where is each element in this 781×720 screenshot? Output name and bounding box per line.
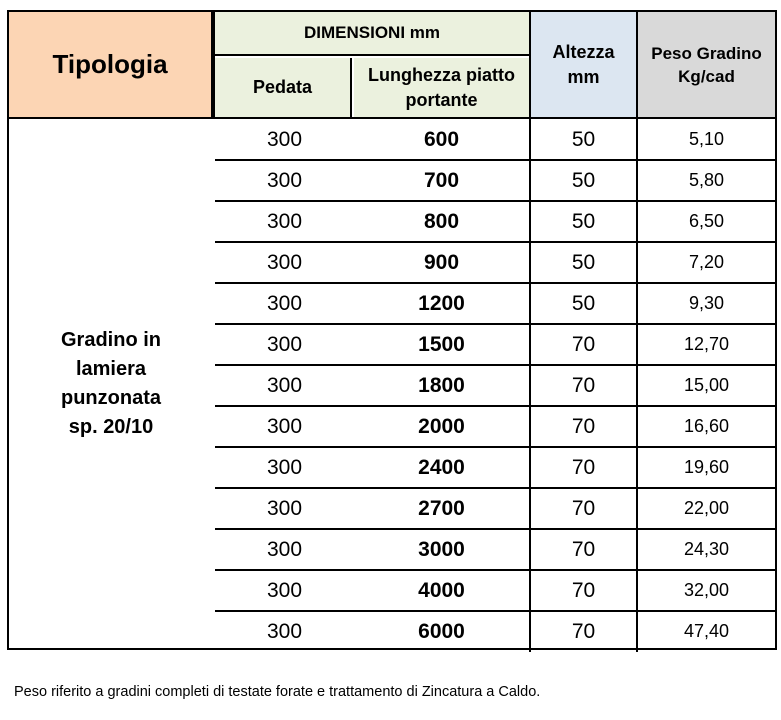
table-row xyxy=(215,447,775,488)
product-table xyxy=(7,10,777,650)
header-pedata: Pedata xyxy=(215,58,352,117)
cell-altezza: 70 xyxy=(529,324,636,365)
cell-lunghezza: 1500 xyxy=(418,332,465,356)
header-lunghezza xyxy=(354,58,529,117)
cell-lunghezza: 4000 xyxy=(418,578,465,602)
header-dimensioni: DIMENSIONI mm xyxy=(215,12,529,56)
header-tipologia: Tipologia xyxy=(9,12,213,117)
cell-lunghezza: 6000 xyxy=(418,619,465,643)
cell-lunghezza: 1200 xyxy=(418,291,465,315)
divider xyxy=(529,12,531,117)
cell-peso: 22,00 xyxy=(636,488,775,529)
cell-lunghezza: 1800 xyxy=(418,373,465,397)
cell-peso: 24,30 xyxy=(636,529,775,570)
cell-altezza: 70 xyxy=(529,570,636,611)
cell-lunghezza: 2400 xyxy=(418,455,465,479)
header-altezza-line1: Altezza xyxy=(552,41,615,62)
cell-lunghezza: 700 xyxy=(423,168,460,192)
header-peso-line2: Kg/cad xyxy=(678,66,735,86)
cell-pedata: 300 xyxy=(266,250,303,274)
table-body xyxy=(215,119,775,652)
cell-pedata: 300 xyxy=(266,578,303,602)
cell-lunghezza: 3000 xyxy=(418,537,465,561)
header-lunghezza-line1: Lunghezza piatto xyxy=(368,64,515,85)
cell-altezza: 70 xyxy=(529,365,636,406)
table-row xyxy=(215,324,775,365)
tipologia-line2: lamiera xyxy=(75,357,147,380)
header-peso-line1: Peso Gradino xyxy=(651,43,762,63)
table-row xyxy=(215,160,775,201)
cell-altezza: 50 xyxy=(529,242,636,283)
table-row xyxy=(215,283,775,324)
footnote: Peso riferito a gradini completi di testate forate e trattamento di Zincatura a Caldo. xyxy=(14,684,541,700)
header-altezza-line2: mm xyxy=(567,66,600,87)
cell-pedata: 300 xyxy=(266,209,303,233)
cell-pedata: 300 xyxy=(266,496,303,520)
tipologia-line1: Gradino in xyxy=(61,328,161,351)
tipologia-description xyxy=(9,119,213,648)
cell-pedata: 300 xyxy=(266,332,303,356)
cell-altezza: 70 xyxy=(529,406,636,447)
tipologia-line3: punzonata xyxy=(61,386,161,409)
table-row xyxy=(215,406,775,447)
table-row xyxy=(215,570,775,611)
header-altezza xyxy=(531,12,636,117)
table-row xyxy=(215,488,775,529)
cell-peso: 15,00 xyxy=(636,365,775,406)
cell-altezza: 50 xyxy=(529,160,636,201)
cell-pedata: 300 xyxy=(266,373,303,397)
cell-peso: 19,60 xyxy=(636,447,775,488)
cell-lunghezza: 800 xyxy=(423,209,460,233)
table-row xyxy=(215,119,775,160)
cell-lunghezza: 600 xyxy=(423,127,460,151)
cell-altezza: 50 xyxy=(529,283,636,324)
cell-pedata: 300 xyxy=(266,291,303,315)
divider xyxy=(636,12,638,117)
cell-pedata: 300 xyxy=(266,414,303,438)
table-row xyxy=(215,529,775,570)
cell-peso: 32,00 xyxy=(636,570,775,611)
cell-altezza: 70 xyxy=(529,529,636,570)
cell-peso: 7,20 xyxy=(636,242,775,283)
cell-peso: 5,10 xyxy=(636,119,775,160)
cell-lunghezza: 2000 xyxy=(418,414,465,438)
table-row xyxy=(215,365,775,406)
cell-altezza: 50 xyxy=(529,201,636,242)
cell-lunghezza: 2700 xyxy=(418,496,465,520)
cell-lunghezza: 900 xyxy=(423,250,460,274)
cell-peso: 5,80 xyxy=(636,160,775,201)
cell-peso: 6,50 xyxy=(636,201,775,242)
table-row xyxy=(215,611,775,652)
cell-pedata: 300 xyxy=(266,537,303,561)
cell-altezza: 70 xyxy=(529,611,636,652)
cell-pedata: 300 xyxy=(266,619,303,643)
tipologia-line4: sp. 20/10 xyxy=(68,415,154,438)
cell-peso: 47,40 xyxy=(636,611,775,652)
cell-peso: 9,30 xyxy=(636,283,775,324)
cell-pedata: 300 xyxy=(266,168,303,192)
table-row xyxy=(215,201,775,242)
cell-peso: 16,60 xyxy=(636,406,775,447)
cell-pedata: 300 xyxy=(266,127,303,151)
cell-peso: 12,70 xyxy=(636,324,775,365)
cell-pedata: 300 xyxy=(266,455,303,479)
table-row xyxy=(215,242,775,283)
header-peso xyxy=(638,12,775,117)
cell-altezza: 70 xyxy=(529,488,636,529)
cell-altezza: 50 xyxy=(529,119,636,160)
header-lunghezza-line2: portante xyxy=(405,89,478,110)
cell-altezza: 70 xyxy=(529,447,636,488)
divider xyxy=(213,12,215,117)
